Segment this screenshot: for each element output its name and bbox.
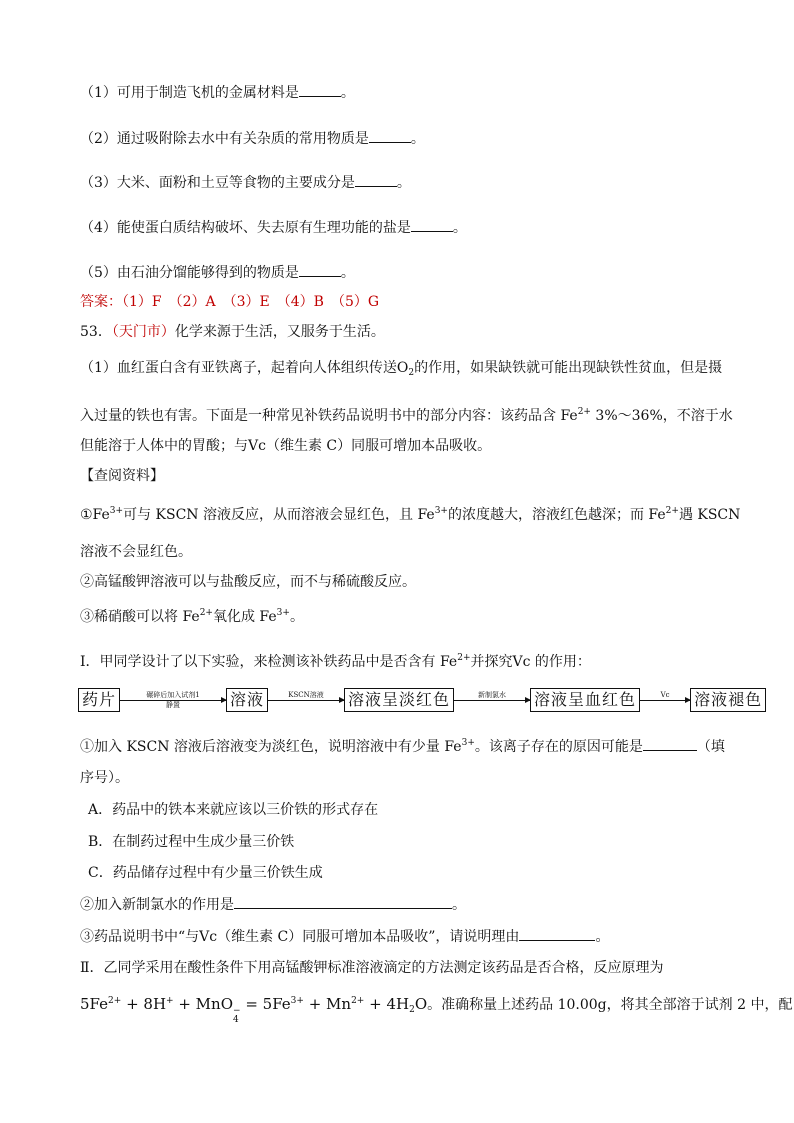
arrow-right-icon <box>640 700 690 701</box>
paragraph-1: （1）血红蛋白含有亚铁离子，起着向人体组织传送$O_2$的作用，如果缺铁就可能出现缺铁性贫血，但是摄 <box>80 360 723 378</box>
flow-box-tablet: 药片 <box>78 688 120 712</box>
paragraph-3: 但能溶于人体中的胃酸；与Vc（维生素 C）同服可增加本品吸收。 <box>80 438 492 454</box>
flow-arrow-1: 碾碎后加入试剂1 静置 <box>120 688 226 712</box>
question-1: （1）可用于制造飞机的金属材料是 。 <box>80 82 355 103</box>
answer-blank <box>234 894 452 909</box>
reference-heading: 【查阅资料】 <box>80 468 164 484</box>
answer-blank <box>299 82 341 97</box>
subquestion-1-cont: 序号）。 <box>80 770 129 786</box>
reference-2: ②高锰酸钾溶液可以与盐酸反应，而不与稀硫酸反应。 <box>80 574 416 590</box>
section-ii-intro: Ⅱ．乙同学采用在酸性条件下用高锰酸钾标准溶液滴定的方法测定该药品是否合格，反应原理为 <box>80 960 664 976</box>
experiment-flowchart <box>78 688 766 712</box>
flow-arrow-4: Vc <box>640 688 690 712</box>
subquestion-3: ③药品说明书中“与Vc（维生素 C）同服可增加本品吸收”，请说明理由 。 <box>80 926 609 947</box>
flow-arrow-3: 新制氯水 <box>454 688 530 712</box>
arrow-right-icon <box>120 700 226 701</box>
answer-blank <box>369 128 411 143</box>
question-source: （天门市） <box>111 324 175 340</box>
subquestion-2: ②加入新制氯水的作用是 。 <box>80 894 466 915</box>
flow-arrow-2: KSCN溶液 <box>268 688 344 712</box>
flow-box-blood-red: 溶液呈血红色 <box>530 688 640 712</box>
arrow-right-icon <box>454 700 530 701</box>
redox-equation: $5Fe^{2+} + 8H^+$ + MnO − 4 = $5Fe^{3+} + Mn^{2+} + 4H_2O$。准确称量上述药品 10.00g，将其全部溶于试剂 2 中，配 <box>80 995 793 1025</box>
arrow-right-icon <box>268 700 344 701</box>
question-2: （2）通过吸附除去水中有关杂质的常用物质是 。 <box>80 128 425 149</box>
option-a: A．药品中的铁本来就应该以三价铁的形式存在 <box>88 802 379 818</box>
option-c: C．药品储存过程中有少量三价铁生成 <box>88 865 323 881</box>
answer-blank <box>519 926 595 941</box>
reference-1-cont: 溶液不会显红色。 <box>80 544 192 560</box>
answer-blank <box>355 172 397 187</box>
section-i-intro: Ⅰ．甲同学设计了以下实验，来检测该补铁药品中是否含有 $Fe^{2+}$并探究Vc 的作用： <box>80 653 591 670</box>
question-4: （4）能使蛋白质结构破坏、失去原有生理功能的盐是 。 <box>80 217 467 238</box>
flow-box-pale-red: 溶液呈淡红色 <box>344 688 454 712</box>
subquestion-1: ①加入 KSCN 溶液后溶液变为淡红色，说明溶液中有少量 $Fe^{3+}$。该离子存在的原因可能是 （填 <box>80 738 725 755</box>
question-5: （5）由石油分馏能够得到的物质是 。 <box>80 262 355 283</box>
answer-blank <box>643 736 697 751</box>
reference-3: ③稀硝酸可以将 $Fe^{2+}$氧化成 $Fe^{3+}$。 <box>80 608 304 625</box>
flow-box-solution: 溶液 <box>226 688 268 712</box>
answer-key: 答案：（1）F （2）A （3）E （4）B （5）G <box>80 294 380 310</box>
question-3: （3）大米、面粉和土豆等食物的主要成分是 。 <box>80 172 411 193</box>
question-53-heading: 53．（天门市）化学来源于生活，又服务于生活。 <box>80 324 385 340</box>
paragraph-2: 入过量的铁也有害。下面是一种常见补铁药品说明书中的部分内容：该药品含 $Fe^{2+}$ 3%～36%，不溶于水 <box>80 407 733 424</box>
answer-blank <box>411 217 453 232</box>
reference-1: $①Fe^{3+}$可与 KSCN 溶液反应，从而溶液会显红色，且 $Fe^{3+}$的浓度越大，溶液红色越深；而 $Fe^{2+}$遇 KSCN <box>80 506 741 523</box>
flow-box-faded: 溶液褪色 <box>690 688 766 712</box>
option-b: B．在制药过程中生成少量三价铁 <box>88 834 295 850</box>
answer-blank <box>299 262 341 277</box>
